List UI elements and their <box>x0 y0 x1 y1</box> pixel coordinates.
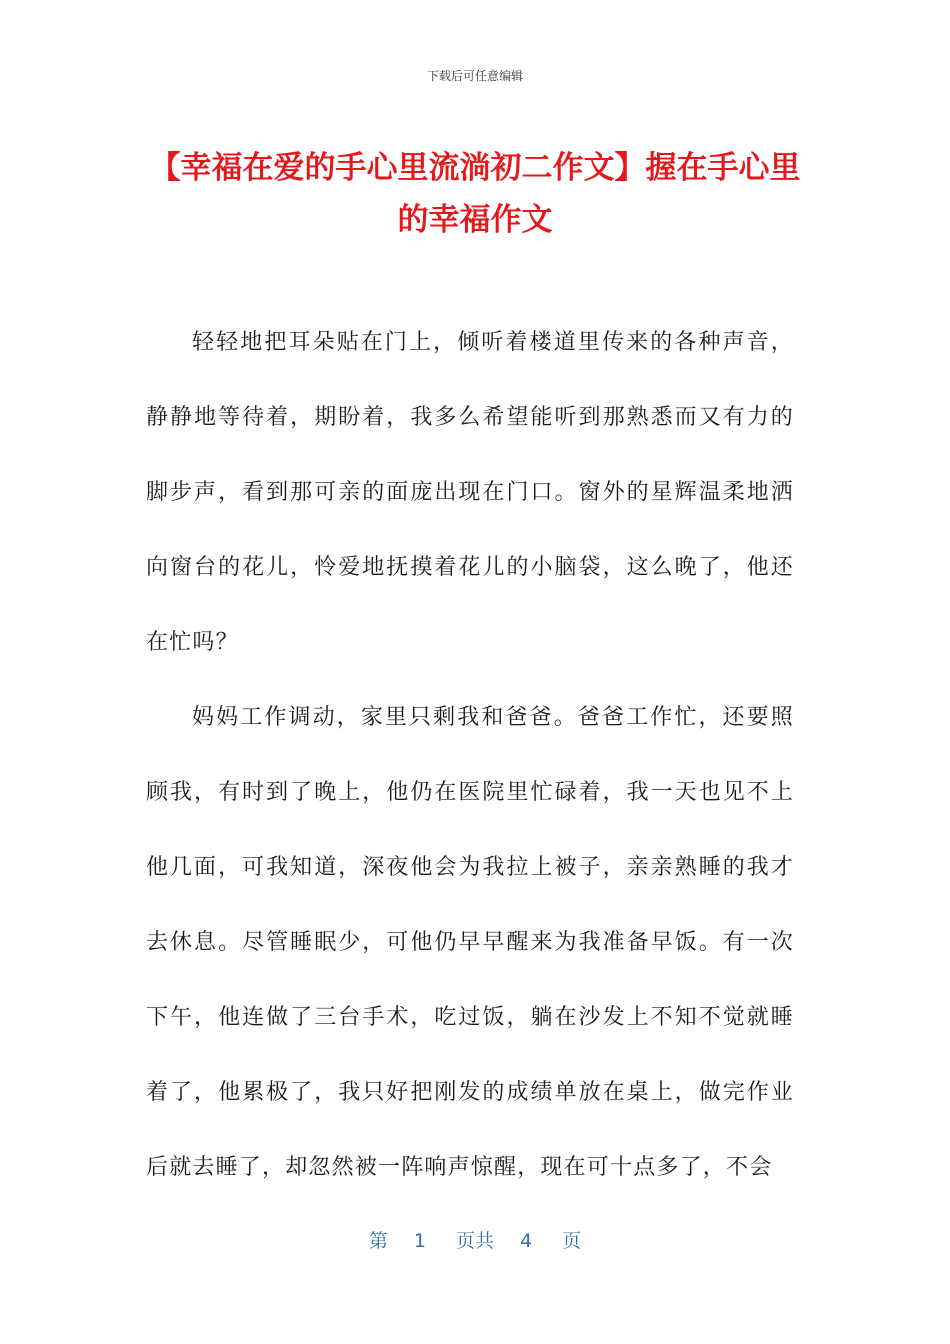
document-title: 【幸福在爱的手心里流淌初二作文】握在手心里的幸福作文 <box>149 150 801 238</box>
header-note: 下载后可任意编辑 <box>426 69 523 83</box>
paragraph: 轻轻地把耳朵贴在门上，倾听着楼道里传来的各种声音，静静地等待着，期盼着，我多么希望能听到那熟悉而又有力的脚步声，看到那可亲的面庞出现在门口。窗外的星辉温柔地洒向窗台的花儿，怜爱地抚摸着花儿的小脑袋，这么晚了，他还在忙吗？ <box>146 330 794 655</box>
page-footer <box>0 1226 950 1253</box>
footer-middle: 页共 <box>455 1230 494 1252</box>
document-body <box>146 305 794 1205</box>
footer-prefix: 第 <box>368 1230 388 1252</box>
footer-suffix: 页 <box>562 1230 582 1252</box>
footer-page-number: 1 <box>413 1230 426 1252</box>
footer-total-pages: 4 <box>520 1230 533 1252</box>
paragraph: 妈妈工作调动，家里只剩我和爸爸。爸爸工作忙，还要照顾我，有时到了晚上，他仍在医院里忙碌着，我一天也见不上他几面，可我知道，深夜他会为我拉上被子，亲亲熟睡的我才去休息。尽管睡眠少，可他仍早早醒来为我准备早饭。有一次下午，他连做了三台手术，吃过饭，躺在沙发上不知不觉就睡着了，他累极了，我只好把刚发的成绩单放在桌上，做完作业后就去睡了，却忽然被一阵响声惊醒，现在可十点多了，不会 <box>146 705 794 1180</box>
